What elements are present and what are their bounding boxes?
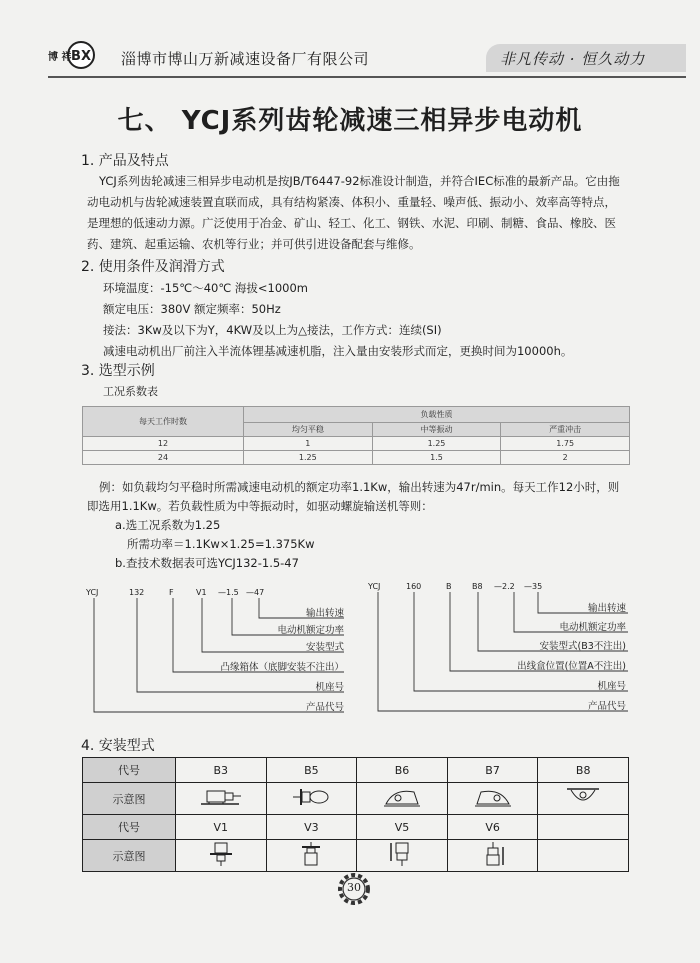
slogan: 非凡传动 · 恒久动力 [500,50,646,68]
ceiling-mount-icon [561,786,605,808]
mount-code: V3 [266,815,357,840]
table-header-uniform: 均匀平稳 [244,423,373,437]
service-factor-table [82,406,630,465]
mount-code: B5 [266,758,357,783]
table-cell: 1.5 [372,451,501,465]
paragraph-line: 药、建筑、起重运输、农机等行业；并可供引进设备配套与维修。 [87,237,421,251]
table-header-heavy: 严重冲击 [501,423,630,437]
wall-mount-right-icon [471,786,515,808]
mount-code: B8 [538,758,629,783]
table-cell: 2 [501,451,630,465]
code-part: 132 [129,588,145,597]
mount-diagram-b5 [266,783,357,815]
table-cell: 1 [244,437,373,451]
mount-diagram-v3 [266,840,357,872]
vertical-flange-down-icon [206,841,236,867]
code-part: B8 [472,582,483,591]
code-part: YCJ [86,588,99,597]
code-label: 机座号 [597,681,626,692]
section-1-body [87,171,620,255]
example-line: 例：如负载均匀平稳时所需减速电动机的额定功率1.1Kw，输出转速为47r/min。每天工作12小时，则 [99,480,620,494]
table-header-load: 负载性质 [244,407,630,423]
code-label: 产品代号 [587,701,626,712]
code-label: 输出转速 [587,603,626,614]
table-header-hours: 每天工作时数 [83,407,244,437]
section-1-heading: 1. 产品及特点 [81,153,169,169]
table-cell: 1.25 [372,437,501,451]
example-line: a.选工况系数为1.25 [115,518,221,532]
page-title: 七、 YCJ系列齿轮减速三相异步电动机 [117,106,583,136]
table-row [83,451,630,465]
code-part: F [169,588,174,597]
table-caption: 工况系数表 [103,385,158,398]
table-header-moderate: 中等振动 [372,423,501,437]
section-2-body [103,278,572,362]
section-4-heading: 4. 安装型式 [81,738,155,754]
code-part: —1.5 [218,588,239,597]
code-label: 机座号 [315,682,344,693]
model-code-diagram-2 [366,580,634,720]
code-label: 凸缘箱体（底脚安装不注出） [220,662,344,673]
header-rule [48,76,686,78]
page-number: 30 [347,881,361,894]
code-label: 产品代号 [305,702,344,713]
code-part: —2.2 [494,582,515,591]
mount-code: B6 [357,758,448,783]
code-label: 电动机额定功率 [559,622,626,633]
condition-line: 减速电动机出厂前注入半流体锂基减速机脂，注入量由安装形式而定，更换时间为10000h。 [103,344,573,358]
empty-cell [538,815,629,840]
mount-diagram-v1 [176,840,267,872]
empty-cell [538,840,629,872]
example-line: b.查技术数据表可选YCJ132-1.5-47 [115,556,299,570]
logo-text: 博 祥 [48,52,72,63]
code-part: —47 [246,588,265,597]
code-part: V1 [196,588,207,597]
mount-diagram-b8 [538,783,629,815]
flange-mount-icon [289,786,333,808]
mount-diagram-v5 [357,840,448,872]
svg-text:BX: BX [71,49,91,64]
row-label-code: 代号 [83,815,176,840]
section-3-heading: 3. 选型示例 [81,363,155,379]
code-part: —35 [524,582,543,591]
mount-code: B3 [176,758,267,783]
code-part: YCJ [368,582,381,591]
mount-code: V1 [176,815,267,840]
wall-mount-left-icon [380,786,424,808]
code-label: 安装型式(B3不注出) [539,641,626,652]
condition-line: 环境温度：-15℃～40℃ 海拔<1000m [103,281,309,295]
mount-code: V5 [357,815,448,840]
mount-diagram-b3 [176,783,267,815]
mount-diagram-b7 [447,783,538,815]
code-part: 160 [406,582,422,591]
table-row [83,437,630,451]
table-cell: 12 [83,437,244,451]
mount-code: V6 [447,815,538,840]
example-line: 即选用1.1Kw。若负载性质为中等振动时，如驱动螺旋输送机等则： [87,499,433,513]
mounting-type-table [82,757,629,872]
code-label: 出线盒位置(位置A不注出) [517,661,626,672]
vertical-flange-up-icon [296,841,326,867]
mount-code: B7 [447,758,538,783]
example-text [87,478,619,573]
row-label-diagram: 示意图 [83,840,176,872]
example-line: 所需功率＝1.1Kw×1.25=1.375Kw [127,537,315,551]
section-2-heading: 2. 使用条件及润滑方式 [81,259,225,275]
mount-diagram-v6 [447,840,538,872]
code-label: 电动机额定功率 [277,625,344,636]
code-label: 安装型式 [305,642,344,653]
condition-line: 接法：3Kw及以下为Y，4KW及以上为△接法，工作方式：连续(SI) [103,323,442,337]
foot-mount-icon [199,786,243,808]
company-name: 淄博市博山万新减速设备厂有限公司 [121,50,370,68]
company-logo [48,40,114,70]
table-cell: 1.25 [244,451,373,465]
row-label-diagram: 示意图 [83,783,176,815]
paragraph-line: 是理想的低速动力源。广泛使用于冶金、矿山、轻工、化工、钢铁、水泥、印刷、制糖、食品、橡胶、医 [87,216,616,230]
paragraph-line: YCJ系列齿轮减速三相异步电动机是按JB/T6447-92标准设计制造，并符合IEC标准的最新产品。它由拖 [99,174,620,188]
model-code-diagram-1 [82,588,362,728]
vertical-foot-up-icon [478,841,508,867]
vertical-foot-down-icon [387,841,417,867]
table-cell: 1.75 [501,437,630,451]
code-label: 输出转速 [305,608,344,619]
condition-line: 额定电压：380V 额定频率：50Hz [103,302,281,316]
mount-diagram-b6 [357,783,448,815]
code-part: B [446,582,452,591]
table-cell: 24 [83,451,244,465]
paragraph-line: 动电动机与齿轮减速装置直联而成，具有结构紧凑、体积小、重量轻、噪声低、振动小、效率高等特点， [87,195,616,209]
row-label-code: 代号 [83,758,176,783]
